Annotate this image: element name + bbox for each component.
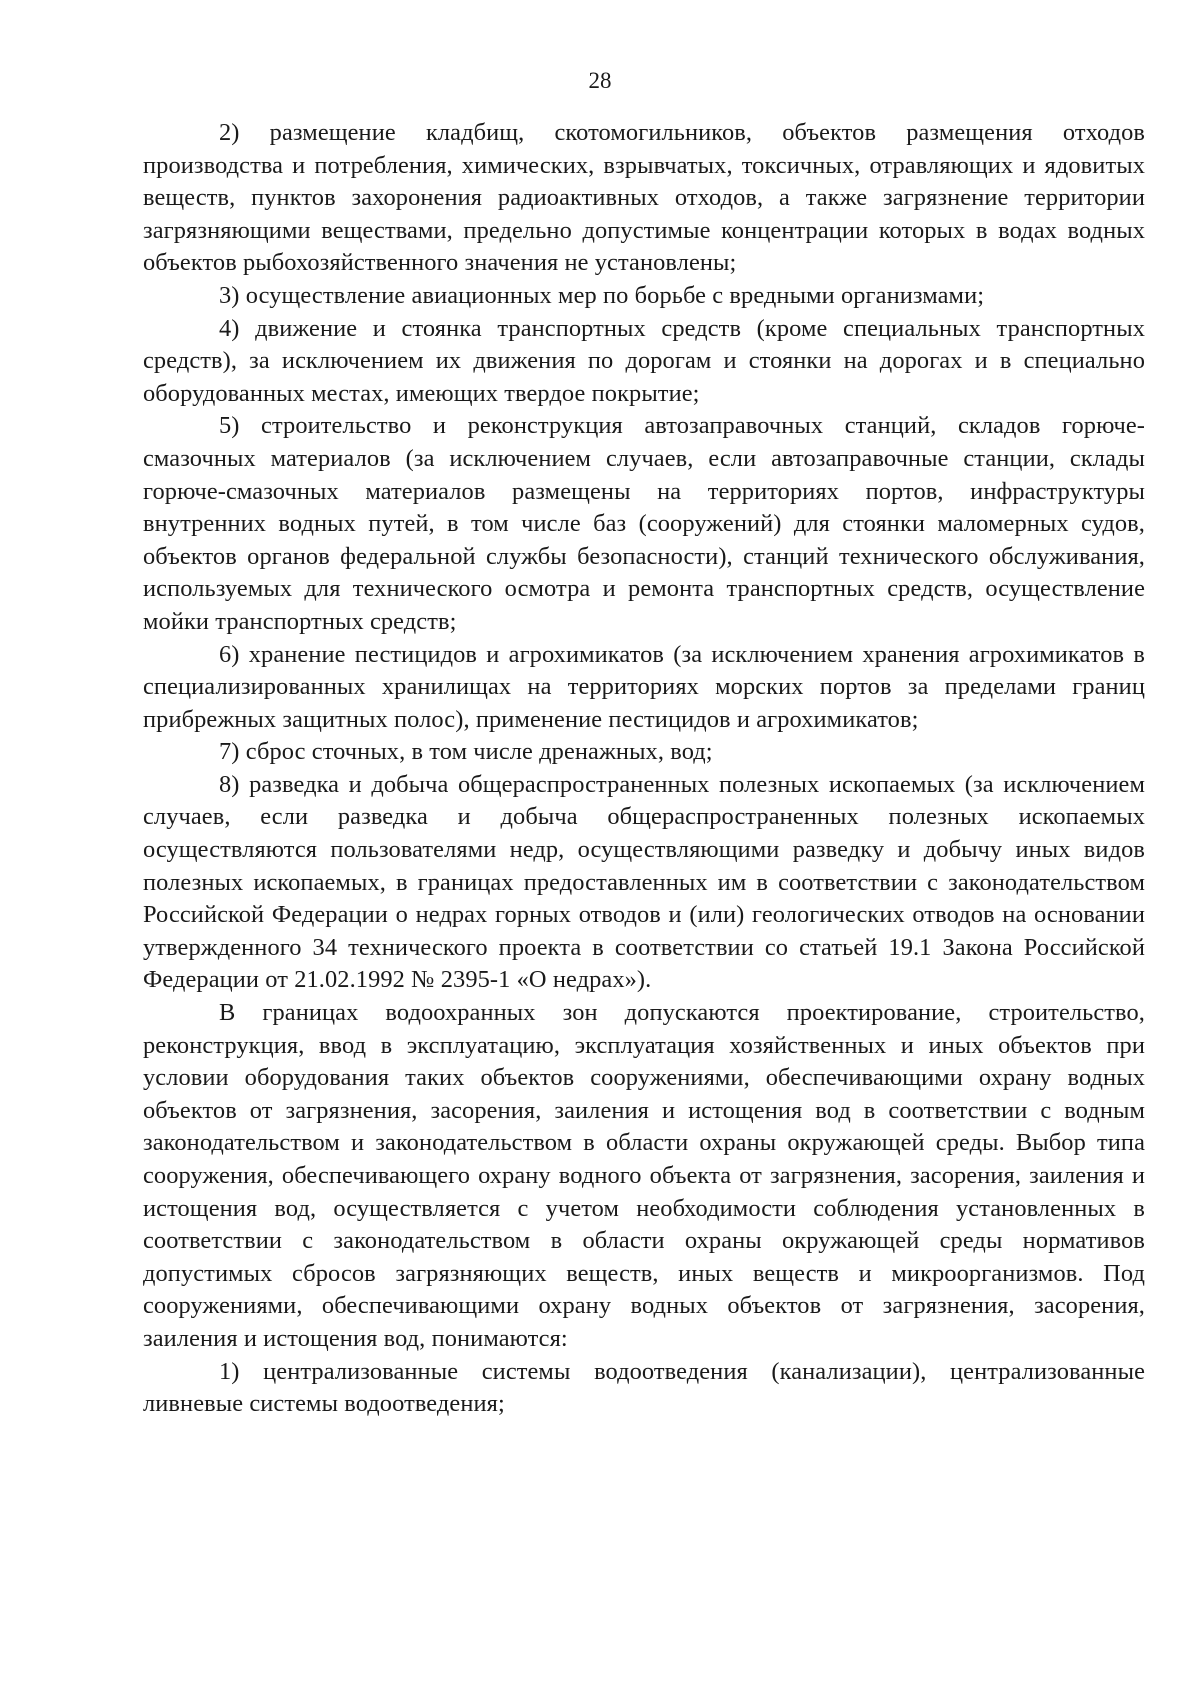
paragraph-item-8: 8) разведка и добыча общераспространенных полезных ископаемых (за исключением случаев, если разведка и добыча общераспространенных полезных ископаемых осуществляются пользователями недр, осуществляющими разведку и добычу иных видов полезных ископаемых, в границах предоставленных им в соответствии с законодательством Российской Федерации о недрах горных отводов и (или) геологических отводов на основании утвержденного 34 технического проекта в соответствии со статьей 19.1 Закона Российской Федерации от 21.02.1992 № 2395-1 «О недрах»). — [143, 770, 1145, 994]
paragraph-item-3: 3) осуществление авиационных мер по борьбе с вредными организмами; — [219, 281, 985, 309]
paragraph-item-4: 4) движение и стоянка транспортных средств (кроме специальных транспортных средств), за исключением их движения по дорогам и стоянки на дорогах и в специально оборудованных местах, имеющих твердое покрытие; — [143, 314, 1145, 407]
paragraph-item-6: 6) хранение пестицидов и агрохимикатов (за исключением хранения агрохимикатов в специализированных хранилищах на территориях морских портов за пределами границ прибрежных защитных полос), применение пестицидов и агрохимикатов; — [143, 640, 1145, 733]
page-number: 28 — [588, 68, 612, 93]
paragraph-item-7: 7) сброс сточных, в том числе дренажных, вод; — [219, 738, 713, 766]
paragraph-water-protection-zones: В границах водоохранных зон допускаются проектирование, строительство, реконструкция, ввод в эксплуатацию, эксплуатация хозяйственных и иных объектов при условии оборудования таких объектов сооружениями, обеспечивающими охрану водных объектов от загрязнения, засорения, заиления и истощения вод в соответствии с водным законодательством и законодательством в области охраны окружающей среды. Выбор типа сооружения, обеспечивающего охрану водного объекта от загрязнения, засорения, заиления и истощения вод, осуществляется с учетом необходимости соблюдения установленных в соответствии с законодательством в области охраны окружающей среды нормативов допустимых сбросов загрязняющих веществ, иных веществ и микроорганизмов. Под сооружениями, обеспечивающими охрану водных объектов от загрязнения, засорения, заиления и истощения вод, понимаются: — [143, 999, 1145, 1352]
paragraph-item-5: 5) строительство и реконструкция автозаправочных станций, складов горюче-смазочных материалов (за исключением случаев, если автозаправочные станции, склады горюче-смазочных материалов размещены на территориях портов, инфраструктуры внутренних водных путей, в том числе баз (сооружений) для стоянки маломерных судов, объектов органов федеральной службы безопасности), станций технического обслуживания, используемых для технического осмотра и ремонта транспортных средств, осуществление мойки транспортных средств; — [143, 412, 1145, 635]
paragraph-list-item-1: 1) централизованные системы водоотведения (канализации), централизованные ливневые системы водоотведения; — [143, 1357, 1145, 1418]
paragraph-item-2: 2) размещение кладбищ, скотомогильников, объектов размещения отходов производства и потребления, химических, взрывчатых, токсичных, отравляющих и ядовитых веществ, пунктов захоронения радиоактивных отходов, а также загрязнение территории загрязняющими веществами, предельно допустимые концентрации которых в водах водных объектов рыбохозяйственного значения не установлены; — [143, 119, 1145, 277]
document-body — [143, 117, 1145, 1421]
